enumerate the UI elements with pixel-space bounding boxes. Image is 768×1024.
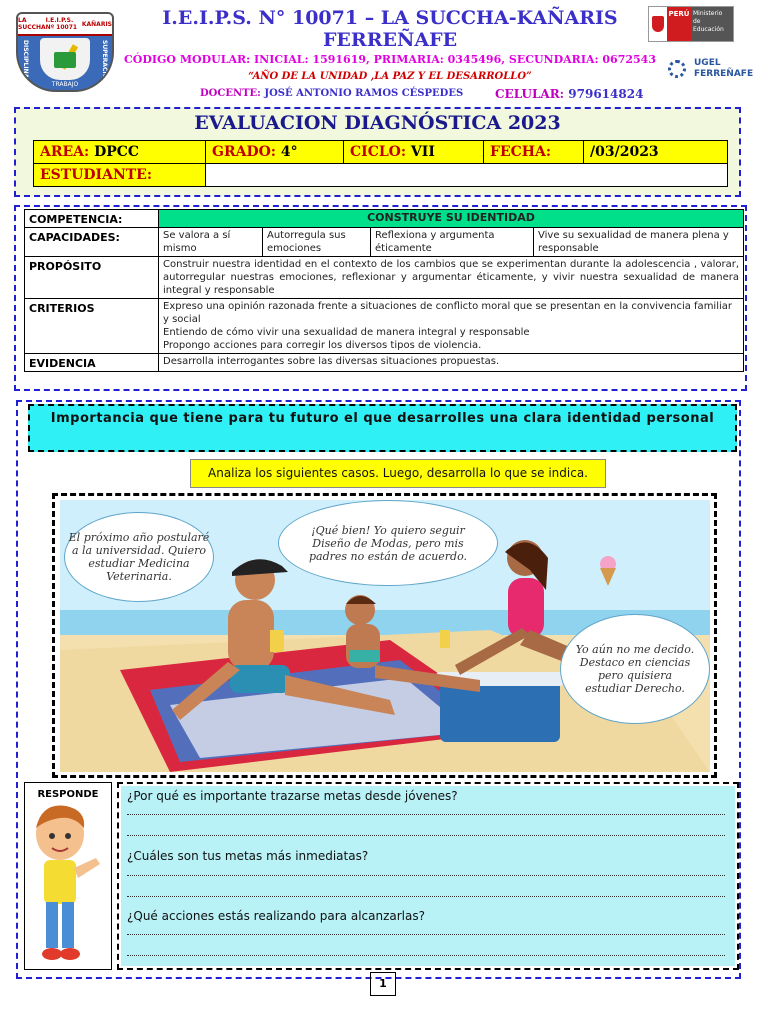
teacher-name: JOSÉ ANTONIO RAMOS CÉSPEDES (264, 88, 464, 99)
area-cell (34, 141, 206, 164)
area-value: DPCC (94, 144, 140, 160)
speech-bubble-1: El próximo año postularé a la universidad. Quiero estudiar Medicina Veterinaria. (64, 512, 214, 602)
peru-ministry-logo (648, 6, 734, 42)
criterio-item: Propongo acciones para corregir los diversos tipos de violencia. (163, 340, 482, 351)
crest-text-right: KAÑARIS (81, 20, 112, 28)
year-motto: “AÑO DE LA UNIDAD ,LA PAZ Y EL DESARROLLO” (248, 71, 532, 82)
district-name: FERREÑAFE (322, 29, 458, 51)
book-icon (54, 52, 76, 68)
beach-illustration (60, 500, 710, 772)
grade-value: 4° (280, 144, 298, 160)
capacidad-item: Autorregula sus emociones (263, 228, 371, 257)
question-1: ¿Por qué es importante trazarse metas desde jóvenes? (127, 789, 458, 803)
crest-text-side-right: SUPERACIÓN (101, 40, 108, 84)
crest-text-side-left: DISCIPLINA (22, 40, 29, 79)
capacidad-item: Reflexiona y argumenta éticamente (371, 228, 534, 257)
page-number: 1 (370, 972, 396, 996)
evidencia-value: Desarrolla interrogantes sobre las diversas situaciones propuestas. (159, 354, 744, 372)
capacidades-label: CAPACIDADES: (25, 228, 159, 257)
competencia-value: CONSTRUYE SU IDENTIDAD (159, 210, 744, 228)
activity-banner: Importancia que tiene para tu futuro el que desarrolles una clara identidad personal (28, 404, 737, 452)
crest-text-left: LA SUCCHA (18, 17, 46, 31)
peru-label: PERÚ (667, 7, 691, 41)
proposito-label: PROPÓSITO (25, 257, 159, 299)
proposito-value: Construir nuestra identidad en el contexto de los cambios que se experimentan durante la adolescencia , valorar, autorregular nuestras emociones, reflexionar y argumentar éticamente, y vivir nuestra sexualidad de manera integral y responsable (159, 257, 744, 299)
school-crest-logo (16, 12, 114, 92)
speech-bubble-2: ¡Qué bien! Yo quiero seguir Diseño de Modas, pero mis padres no están de acuerdo. (278, 500, 498, 586)
answer-line[interactable] (127, 835, 725, 836)
capacidad-item: Vive su sexualidad de manera plena y responsable (534, 228, 744, 257)
phone-label: CELULAR: (495, 87, 565, 101)
crest-text-bottom: TRABAJO (51, 81, 79, 88)
answer-line[interactable] (127, 934, 725, 935)
area-label: AREA: (40, 144, 90, 160)
criterio-item: Entiendo de cómo vivir una sexualidad de manera integral y responsable (163, 327, 530, 338)
responde-label: RESPONDE (37, 789, 99, 800)
teacher-label: DOCENTE: (200, 88, 261, 99)
crest-center (40, 38, 90, 80)
date-value-cell (584, 141, 728, 164)
peru-shield-icon (652, 16, 664, 32)
evidencia-label: EVIDENCIA (25, 354, 159, 372)
phone-line (495, 87, 643, 101)
answer-line[interactable] (127, 896, 725, 897)
date-label-cell (484, 141, 584, 164)
answer-line[interactable] (127, 955, 725, 956)
ugel-label: UGEL (694, 58, 721, 68)
boy-pointing-icon (30, 802, 106, 966)
competence-table (24, 209, 744, 372)
competencia-label: COMPETENCIA: (25, 210, 159, 228)
question-2: ¿Cuáles son tus metas más inmediatas? (127, 849, 369, 863)
criterio-item: Expreso una opinión razonada frente a situaciones de conflicto moral que se presentan en la convivencia familiar y social (163, 301, 733, 325)
evaluation-title: EVALUACION DIAGNÓSTICA 2023 (194, 112, 561, 134)
cycle-cell (344, 141, 484, 164)
student-label: ESTUDIANTE: (40, 167, 153, 183)
gear-icon (668, 60, 686, 78)
grade-label: GRADO: (212, 144, 276, 160)
ugel-logo (668, 58, 753, 80)
speech-bubble-3: Yo aún no me decido. Destaco en ciencias pero quisiera estudiar Derecho. (560, 614, 710, 724)
cycle-label: CICLO: (350, 144, 407, 160)
ugel-district: FERREÑAFE (694, 69, 754, 79)
criterios-list (159, 299, 744, 354)
criterios-label: CRITERIOS (25, 299, 159, 354)
general-data-table (33, 140, 728, 187)
date-label: FECHA: (490, 144, 552, 160)
grade-cell (206, 141, 344, 164)
student-label-cell (34, 164, 206, 187)
teacher-line (200, 88, 463, 99)
school-name: I.E.I.P.S. N° 10071 – LA SUCCHA-KAÑARIS (162, 7, 618, 29)
student-name-field[interactable] (206, 164, 728, 187)
answer-line[interactable] (127, 875, 725, 876)
ministry-label: Ministerio de Educación (691, 7, 733, 41)
capacidad-item: Se valora a sí mismo (159, 228, 263, 257)
date-value: /03/2023 (590, 144, 659, 160)
crest-text-mid: I.E.I.P.S. Nº 10071 (45, 17, 78, 31)
activity-instruction: Analiza los siguientes casos. Luego, desarrolla lo que se indica. (190, 459, 606, 488)
question-3: ¿Qué acciones estás realizando para alcanzarlas? (127, 909, 425, 923)
questions-area (121, 786, 735, 966)
cycle-value: VII (410, 144, 435, 160)
modular-codes: CÓDIGO MODULAR: INICIAL: 1591619, PRIMARIA: 0345496, SECUNDARIA: 0672543 (124, 53, 656, 66)
answer-line[interactable] (127, 814, 725, 815)
phone-number: 979614824 (568, 87, 644, 101)
